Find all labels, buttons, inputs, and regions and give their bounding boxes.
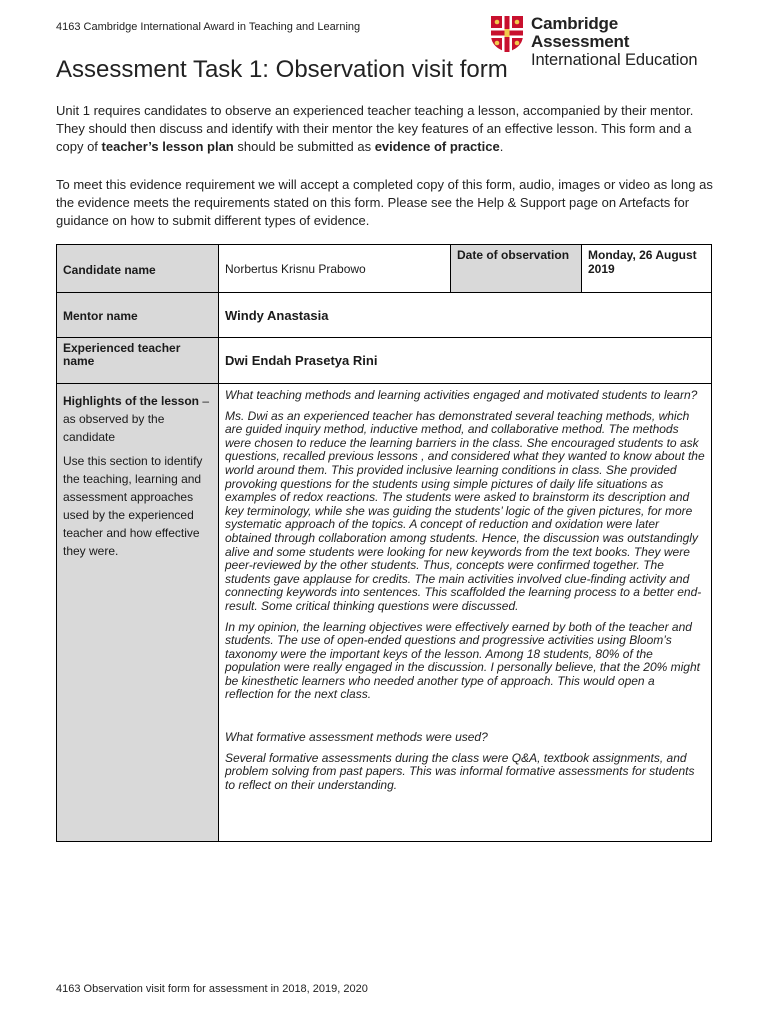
intro-paragraph-2: To meet this evidence requirement we will accept a completed copy of this form, audio, images or video as long as the evidence meets the requirements stated on this form. Please see the Help & Support page on Artefacts for guidance on how to submit different types of evidence.: [56, 177, 713, 228]
intro-text: should be submitted as: [233, 139, 375, 154]
intro-text: Unit 1 requires candidates to observe an experienced teacher teaching a lesson, accompanied by their mentor. They should then discuss and identify with their mentor the key features of an effective lesson. This form and a copy of: [56, 103, 694, 154]
highlights-title: Highlights of the lesson: [63, 394, 200, 408]
highlights-label: [57, 384, 219, 842]
logo-line-2: International Education: [531, 51, 698, 69]
question-1: What teaching methods and learning activities engaged and motivated students to learn?: [225, 388, 698, 402]
course-header: 4163 Cambridge International Award in Teaching and Learning: [56, 21, 361, 33]
highlights-subtitle: – as observed by the candidate: [63, 394, 210, 444]
highlights-guidance: Use this section to identify the teaching, learning and assessment approaches used by the experienced teacher and how effective they were.: [63, 454, 203, 558]
intro-paragraph-1: [56, 102, 716, 156]
mentor-label: Mentor name: [57, 293, 219, 338]
shield-icon: [489, 15, 525, 53]
date-label: Date of observation: [451, 245, 582, 293]
answer-2: In my opinion, the learning objectives were effectively earned by both of the teacher and students. The use of open-ended questions and progressive activities using Bloom’s taxonomy were the important keys of the lesson. Among 18 students, 80% of the population were really engaged in the discussion. I personally believe, that the 20% might be kinesthetic learners who needed another type of approach. This would open a reflection for the next class.: [225, 619, 700, 702]
cambridge-logo: [489, 14, 719, 69]
intro-text: .: [499, 139, 504, 154]
date-field[interactable]: Monday, 26 August 2019: [582, 245, 712, 293]
page-title: Assessment Task 1: Observation visit form: [56, 56, 508, 83]
mentor-name-field[interactable]: Windy Anastasia: [219, 293, 712, 338]
teacher-name-field[interactable]: Dwi Endah Prasetya Rini: [219, 338, 712, 384]
intro-bold-evidence: evidence of practice: [374, 139, 500, 154]
highlights-row: [57, 384, 712, 842]
candidate-label: Candidate name: [57, 245, 219, 293]
candidate-row: [57, 245, 712, 293]
highlights-content-field[interactable]: [219, 384, 712, 842]
page-footer: 4163 Observation visit form for assessment in 2018, 2019, 2020: [56, 983, 368, 995]
question-2: What formative assessment methods were used?: [225, 730, 488, 745]
intro-bold-lesson-plan: teacher’s lesson plan: [101, 139, 234, 154]
mentor-row: [57, 293, 712, 338]
candidate-name-field[interactable]: Norbertus Krisnu Prabowo: [219, 245, 451, 293]
observation-form: [56, 244, 712, 842]
logo-line-1: Cambridge Assessment: [531, 14, 630, 51]
teacher-label: Experienced teacher name: [57, 338, 219, 384]
answer-1: Ms. Dwi as an experienced teacher has demonstrated several teaching methods, which are guided inquiry method, inductive method, and collaborative method. The methods were chosen to reduce the learning barriers in the class. She encouraged students to ask questions, recalled previous lessons , and considered what they wanted to know about the world around them. This provided inclusive learning conditions in class. She provided provoking questions for the students using simple pictures of daily life situations as examples of redox reactions. The students were asked to brainstorm its description and key terminology, while she was guiding the students’ logic of the given pictures, for more systematic approach of the topics. A concept of reduction and oxidation were later obtained through collaboration among students. Hence, the discussion was outstandingly alive and some students were looking for new keywords from the text books. They were peer-reviewed by the other students. Thus, concepts were confirmed together. The students gave applause for credits. The main activities involved clue-finding activity and connecting keywords into sentences. This scaffolded the learning process to a better end-result. Some critical thinking questions were discussed.: [225, 408, 705, 613]
teacher-row: [57, 338, 712, 384]
answer-3: Several formative assessments during the class were Q&A, textbook assignments, and problem solving from past papers. This was informal formative assessments for students to reflect on their understanding.: [225, 750, 695, 792]
